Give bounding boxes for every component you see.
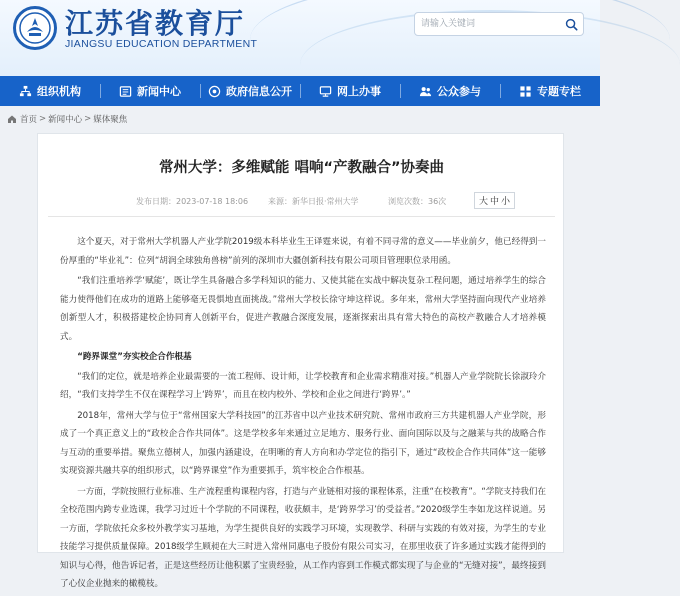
- article-panel: [37, 133, 564, 589]
- news-icon: [119, 85, 132, 98]
- search-button[interactable]: [562, 16, 580, 32]
- main-nav: [0, 76, 600, 106]
- view-count: 浏览次数：36次: [388, 197, 447, 206]
- nav-label: 组织机构: [37, 85, 81, 98]
- nav-item-service[interactable]: [300, 76, 400, 106]
- people-icon: [419, 85, 432, 98]
- font-size-small-button[interactable]: 小: [501, 197, 511, 207]
- article-title: 常州大学：多维赋能 唱响“产教融合”协奏曲: [158, 160, 445, 176]
- breadcrumb: [7, 113, 127, 125]
- nav-item-public[interactable]: [400, 76, 500, 106]
- search-input[interactable]: [421, 16, 551, 32]
- breadcrumb-news[interactable]: 新闻中心: [48, 115, 83, 125]
- nav-item-news[interactable]: [100, 76, 200, 106]
- site-title[interactable]: 江苏省教育厅: [65, 7, 246, 40]
- breadcrumb-separator: >: [39, 114, 47, 124]
- divider: [48, 216, 555, 217]
- site-subtitle: JIANGSU EDUCATION DEPARTMENT: [65, 38, 258, 50]
- search-box: [414, 12, 584, 36]
- nav-label: 政府信息公开: [226, 85, 292, 98]
- emblem-logo[interactable]: [13, 6, 57, 50]
- paragraph: 2018年，常州大学与位于“常州国家大学科技园”的江苏省中以产业技术研究院、常州市政府三方共建机器人产业学院，形成了一个真正意义上的“政校企合作共同体”。这是学校多年来通过立足地方、服务行业、面向国际以及与之融莱与共的战略合作与互动的重要举措。聚焦立德树人，加强内涵建设，在明晰的育人方向和办学定位的指引下，通过“政校企合作共同体”这一能够实现资源共融共享的组织形式，以“跨界课堂”作为重要抓手，筑牢校企合作根基。: [60, 410, 546, 476]
- site-header: [0, 0, 600, 76]
- section-heading: “跨界课堂”夯实校企合作根基: [77, 352, 192, 362]
- home-icon: [7, 114, 17, 124]
- paragraph: 这个夏天，对于常州大学机器人产业学院2019级本科毕业生王译霆来说，有着不同寻常的意义——毕业前夕，他已经得到一份厚重的“毕业礼”：位列“胡润全球独角兽榜”前列的深圳市大疆创新科技有限公司项目管理职位录用函。: [60, 237, 546, 266]
- font-size-medium-button[interactable]: 中: [490, 197, 500, 207]
- publish-date: 发布日期：2023-07-18 18:06: [136, 197, 249, 206]
- nav-label: 公众参与: [437, 85, 481, 98]
- nav-item-topics[interactable]: [500, 76, 600, 106]
- info-disclosure-icon: [208, 85, 221, 98]
- article-body: [60, 233, 546, 596]
- breadcrumb-separator: >: [84, 114, 92, 124]
- nav-item-info[interactable]: [200, 76, 300, 106]
- nav-label: 网上办事: [337, 85, 381, 98]
- article-source: 来源：新华日报·常州大学: [268, 197, 359, 206]
- org-chart-icon: [19, 85, 32, 98]
- font-size-large-button[interactable]: 大: [479, 197, 489, 207]
- paragraph: “我们注重培养学‘赋能’，既让学生具备融合多学科知识的能力、又使其能在实战中解决复杂工程问题，通过培养学生的综合能力使得他们在成功的道路上能够毫无畏惧地直面挑战。”常州大学校长徐守坤这样说。多年来，常州大学坚持面向现代产业培养创新型人才，积极搭建校企协同育人创新平台，促进产教融合深度发展，逐渐探索出具有常大特色的高校产教融合人才培养模式。: [60, 276, 546, 342]
- topics-icon: [519, 85, 532, 98]
- font-size-switcher: [474, 192, 515, 209]
- nav-label: 专题专栏: [537, 85, 581, 98]
- nav-item-org[interactable]: [0, 76, 100, 106]
- breadcrumb-current[interactable]: 媒体聚焦: [93, 115, 128, 125]
- paragraph: 一方面，学院按照行业标准、生产流程重构课程内容，打造与产业链相对接的课程体系，注重“在校教育”。“学院支持我们在全校范围内跨专业选课，我学习过近十个学院的不同课程，收获颇丰，是‘跨界学习’的受益者。”2020级学生李如龙这样说道。另一方面，学院依托众多校外教学实习基地，为学生提供良好的实践学习环境，实现教学、科研与实践的有效对接，为学生的专业技能学习提供质量保障。2018级学生顾昶在大三时进入常州同惠电子股份有限公司实习，在那里收获了许多通过实践才能得到的知识与心得，他告诉记者，正是这些经历让他积累了宝贵经验，从工作内容到工作模式都实现了与企业的“无缝对接”，最终接到了心仪企业抛来的橄榄枝。: [60, 486, 547, 589]
- nav-label: 新闻中心: [137, 85, 181, 98]
- breadcrumb-home[interactable]: 首页: [20, 115, 38, 125]
- paragraph: “我们的定位，就是培养企业最需要的一流工程师、设计师，让学校教育和企业需求精准对接。”机器人产业学院院长徐淑玲介绍，“我们支持学生不仅在课程学习上‘跨界’，而且在校内校外、学校和企业之间进行‘跨界’。”: [60, 371, 546, 400]
- search-icon: [565, 18, 578, 31]
- monitor-icon: [319, 85, 332, 98]
